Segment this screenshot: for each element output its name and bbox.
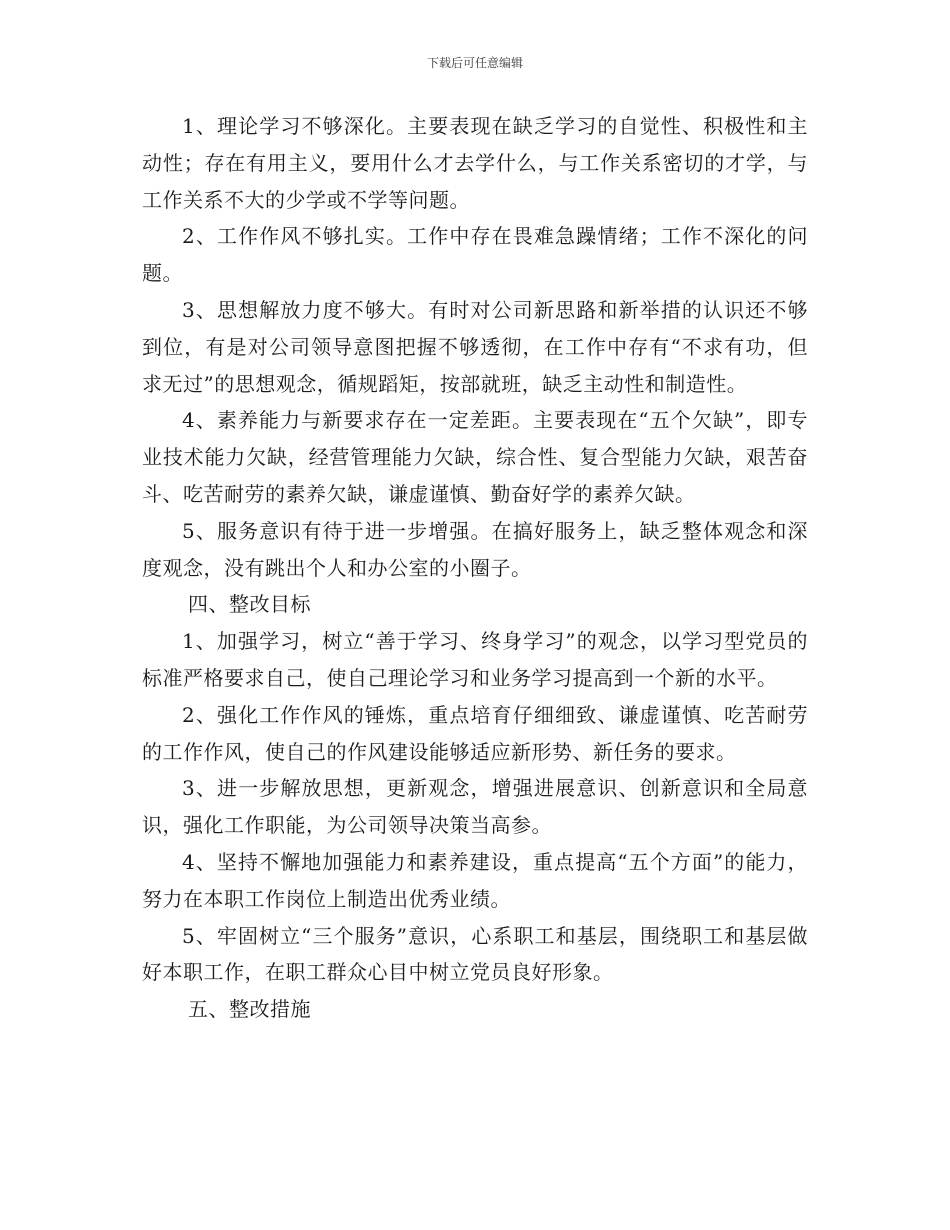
document-body <box>142 108 808 1028</box>
goal-item-2: 2、强化工作作风的锤炼，重点培育仔细细致、谦虚谨慎、吃苦耐劳的工作作风，使自己的作风建设能够适应新形势、新任务的要求。 <box>142 702 808 764</box>
goal-item-4: 4、坚持不懈地加强能力和素养建设，重点提高“五个方面”的能力，努力在本职工作岗位上制造出优秀业绩。 <box>142 849 808 911</box>
goal-item-5: 5、牢固树立“三个服务”意识，心系职工和基层，围绕职工和基层做好本职工作，在职工群众心目中树立党员良好形象。 <box>142 923 808 985</box>
page-header: 下载后可任意编辑 <box>426 56 523 70</box>
paragraph-theory-study: 1、理论学习不够深化。主要表现在缺乏学习的自觉性、积极性和主动性；存在有用主义，要用什么才去学什么，与工作关系密切的才学，与工作关系不大的少学或不学等问题。 <box>142 114 808 212</box>
paragraph-service-awareness: 5、服务意识有待于进一步增强。在搞好服务上，缺乏整体观念和深度观念，没有跳出个人和办公室的小圈子。 <box>142 518 808 580</box>
section-heading-measures: 五、整改措施 <box>188 997 311 1022</box>
paragraph-work-style: 2、工作作风不够扎实。工作中存在畏难急躁情绪；工作不深化的问题。 <box>142 224 808 286</box>
goal-item-3: 3、进一步解放思想，更新观念，增强进展意识、创新意识和全局意识，强化工作职能，为公司领导决策当高参。 <box>142 776 808 838</box>
goal-item-1: 1、加强学习，树立“善于学习、终身学习”的观念，以学习型党员的标准严格要求自己，使自己理论学习和业务学习提高到一个新的水平。 <box>142 629 808 690</box>
paragraph-quality-ability: 4、素养能力与新要求存在一定差距。主要表现在“五个欠缺”，即专业技术能力欠缺，经营管理能力欠缺，综合性、复合型能力欠缺，艰苦奋斗、吃苦耐劳的素养欠缺，谦虚谨慎、勤奋好学的素养欠缺。 <box>142 408 808 506</box>
paragraph-thought-liberation: 3、思想解放力度不够大。有时对公司新思路和新举措的认识还不够到位，有是对公司领导意图把握不够透彻，在工作中存有“不求有功，但求无过”的思想观念，循规蹈矩，按部就班，缺乏主动性和制造性。 <box>142 297 808 396</box>
section-heading-goals: 四、整改目标 <box>188 592 311 617</box>
